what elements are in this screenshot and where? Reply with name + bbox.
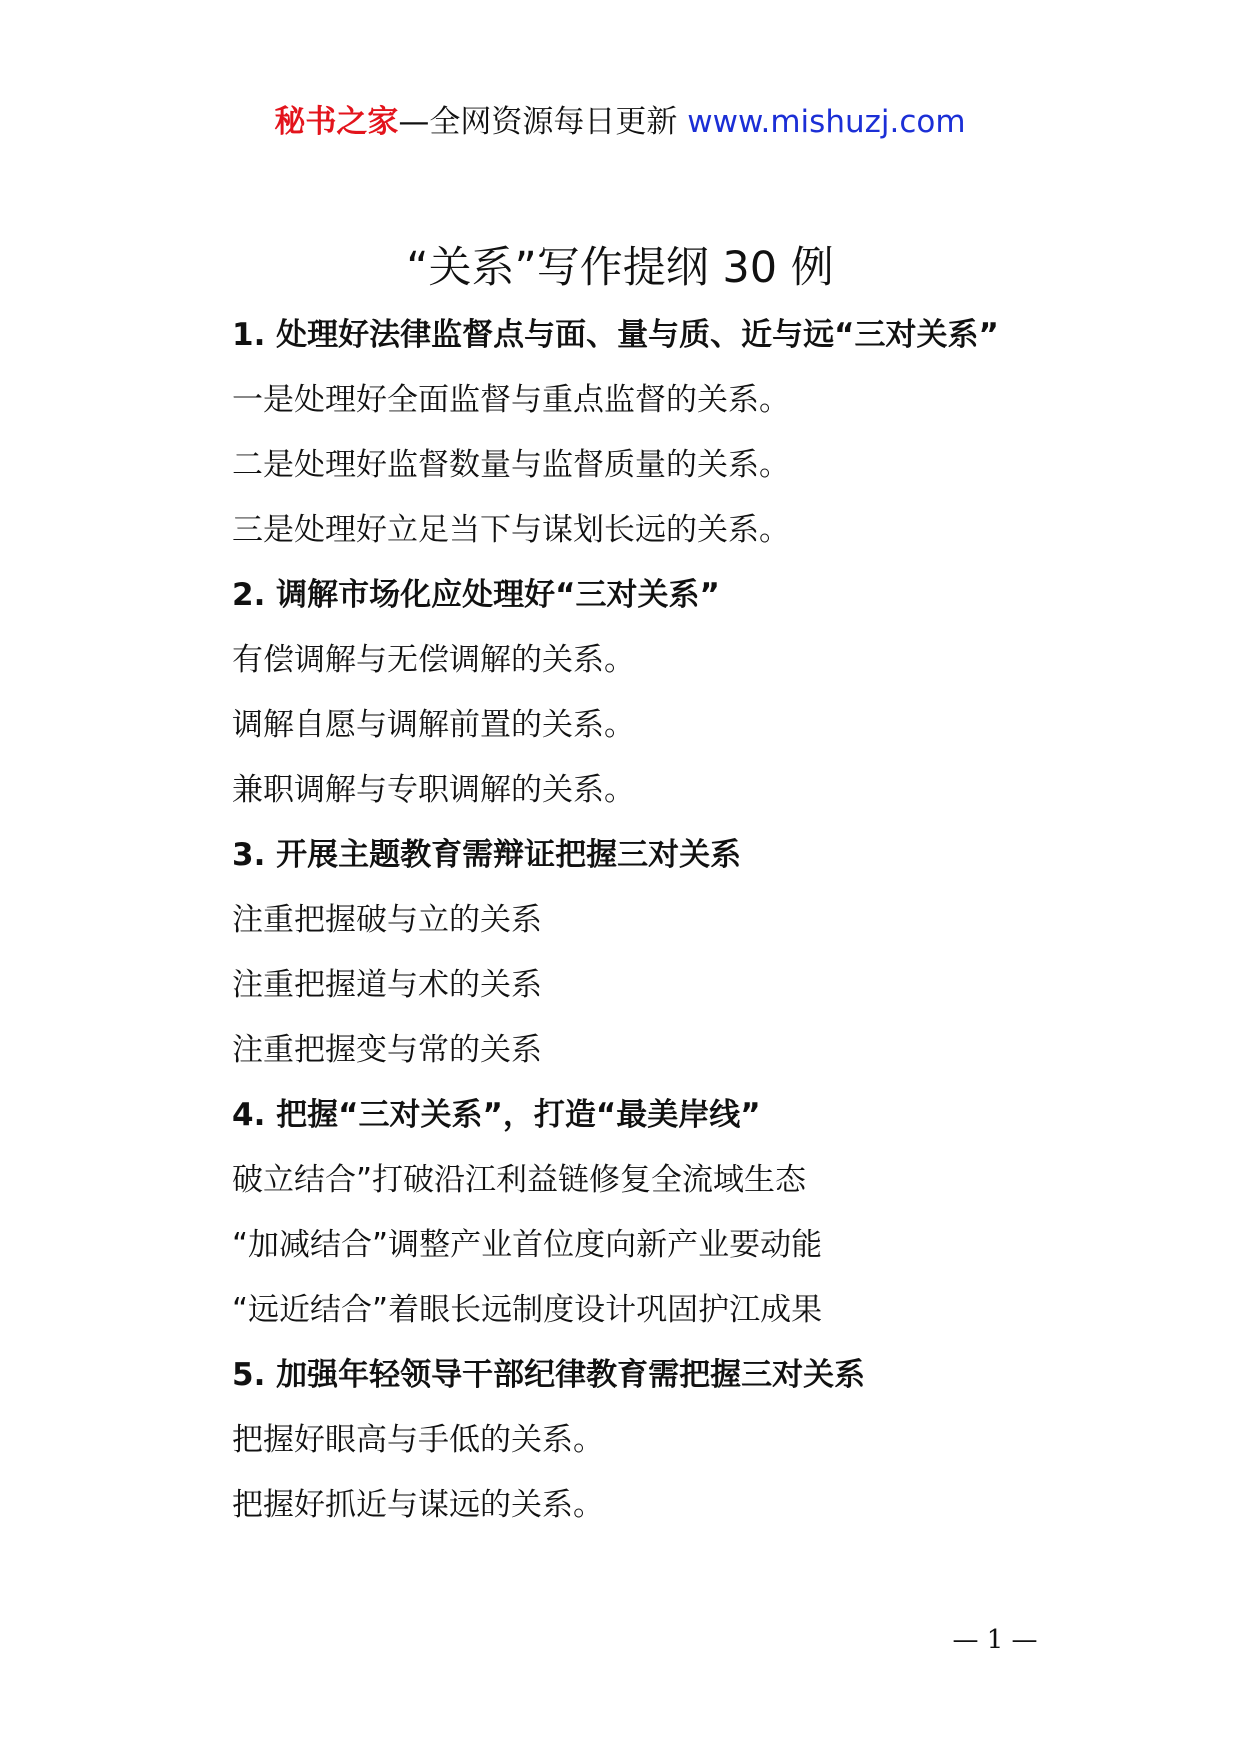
site-header (0, 100, 1240, 144)
section-line: 把握好眼高与手低的关系。 (232, 1422, 604, 1458)
section-line: 一是处理好全面监督与重点监督的关系。 (232, 382, 790, 418)
section-line: “加减结合”调整产业首位度向新产业要动能 (232, 1227, 823, 1263)
header-tagline: —全网资源每日更新 (398, 104, 688, 140)
section-heading: 3. 开展主题教育需辩证把握三对关系 (232, 837, 742, 873)
section-line: 破立结合”打破沿江利益链修复全流域生态 (232, 1162, 807, 1198)
site-url-link[interactable]: www.mishuzj.com (687, 104, 966, 140)
section-line: “远近结合”着眼长远制度设计巩固护江成果 (232, 1292, 823, 1328)
brand-name: 秘书之家 (274, 104, 399, 140)
section-heading: 4. 把握“三对关系”，打造“最美岸线” (232, 1097, 761, 1133)
section-line: 三是处理好立足当下与谋划长远的关系。 (232, 512, 790, 548)
section-line: 把握好抓近与谋远的关系。 (232, 1487, 604, 1523)
section-heading: 2. 调解市场化应处理好“三对关系” (232, 577, 720, 613)
section-line: 注重把握破与立的关系 (232, 902, 542, 938)
section-heading: 1. 处理好法律监督点与面、量与质、近与远“三对关系” (232, 317, 999, 353)
section-line: 二是处理好监督数量与监督质量的关系。 (232, 447, 790, 483)
section-line: 调解自愿与调解前置的关系。 (232, 707, 635, 743)
section-heading: 5. 加强年轻领导干部纪律教育需把握三对关系 (232, 1357, 866, 1393)
section-line: 注重把握道与术的关系 (232, 967, 542, 1003)
section-line: 兼职调解与专职调解的关系。 (232, 772, 635, 808)
section-line: 有偿调解与无偿调解的关系。 (232, 642, 635, 678)
document-body (232, 305, 1132, 1540)
section-line: 注重把握变与常的关系 (232, 1032, 542, 1068)
page-number: — 1 — (952, 1625, 1038, 1655)
document-title: “关系”写作提纲 30 例 (406, 243, 834, 293)
